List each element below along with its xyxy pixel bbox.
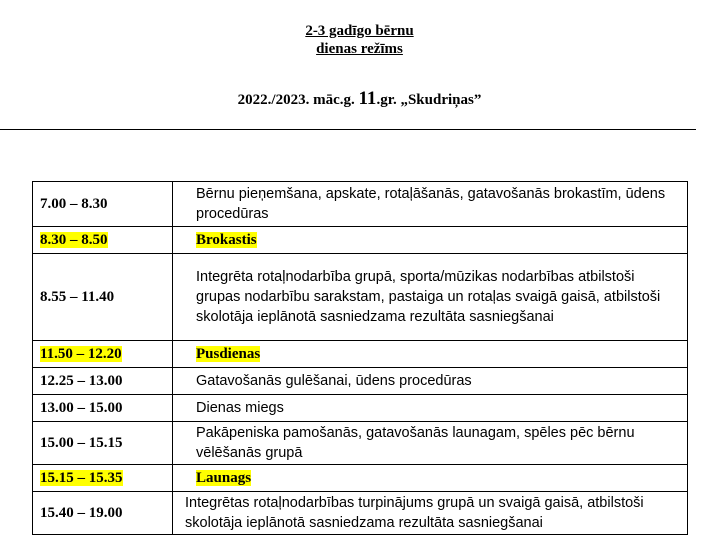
- time-text: 11.50 – 12.20: [40, 346, 122, 362]
- schedule-row: [33, 368, 688, 395]
- time-text: 13.00 – 15.00: [40, 400, 123, 416]
- activity-cell: [173, 341, 688, 368]
- time-cell: [33, 492, 173, 535]
- schedule-table: [32, 181, 688, 535]
- activity-text: Pusdienas: [196, 346, 261, 362]
- activity-text: Bērnu pieņemšana, apskate, rotaļāšanās, gatavošanās brokastīm, ūdens procedūras: [196, 186, 666, 222]
- time-cell: [33, 227, 173, 254]
- schedule-row: [33, 227, 688, 254]
- time-text: 12.25 – 13.00: [40, 373, 123, 389]
- activity-cell: [173, 492, 688, 535]
- time-text: 15.15 – 15.35: [40, 470, 123, 486]
- time-text: 15.00 – 15.15: [40, 435, 123, 451]
- time-text: 7.00 – 8.30: [40, 196, 108, 212]
- schedule-row: [33, 395, 688, 422]
- schedule-row: [33, 465, 688, 492]
- time-text: 8.55 – 11.40: [40, 289, 115, 305]
- time-cell: [33, 182, 173, 227]
- horizontal-rule: [0, 129, 696, 130]
- schedule-row: [33, 254, 688, 341]
- time-cell: [33, 341, 173, 368]
- activity-text: Launags: [196, 470, 252, 486]
- document-subtitle: [0, 88, 719, 110]
- schedule-row: [33, 341, 688, 368]
- activity-text: Brokastis: [196, 232, 257, 248]
- time-cell: [33, 368, 173, 395]
- activity-cell: [173, 182, 688, 227]
- document-title-line2: dienas režīms: [316, 41, 403, 57]
- time-cell: [33, 422, 173, 465]
- activity-text: Pakāpeniska pamošanās, gatavošanās launagam, spēles pēc bērnu vēlēšanās grupā: [196, 425, 635, 461]
- time-text: 15.40 – 19.00: [40, 505, 123, 521]
- activity-cell: [173, 422, 688, 465]
- subtitle-suffix: .gr. „Skudriņas”: [376, 92, 482, 108]
- schedule-row: [33, 422, 688, 465]
- subtitle-group-number: 11: [358, 88, 377, 109]
- activity-cell: [173, 368, 688, 395]
- activity-text: Integrētas rotaļnodarbības turpinājums grupā un svaigā gaisā, atbilstoši skolotāja ieplānotā sasniedzama rezultāta sasniegšanai: [185, 495, 644, 531]
- time-text: 8.30 – 8.50: [40, 232, 108, 248]
- document-title-line1: 2-3 gadīgo bērnu: [305, 23, 414, 39]
- activity-text: Gatavošanās gulēšanai, ūdens procedūras: [196, 373, 472, 389]
- activity-cell: [173, 395, 688, 422]
- schedule-row: [33, 182, 688, 227]
- time-cell: [33, 254, 173, 341]
- activity-text: Integrēta rotaļnodarbība grupā, sporta/mūzikas nodarbības atbilstoši grupas nodarbību sarakstam, pastaiga un rotaļas svaigā gaisā, atbilstoši skolotāja ieplānotā sasniedzama rezultāta sasniegšanai: [196, 269, 661, 325]
- time-cell: [33, 395, 173, 422]
- schedule-row: [33, 492, 688, 535]
- activity-cell: [173, 227, 688, 254]
- activity-text: Dienas miegs: [196, 400, 284, 416]
- activity-cell: [173, 465, 688, 492]
- subtitle-prefix: 2022./2023. māc.g.: [237, 92, 359, 108]
- time-cell: [33, 465, 173, 492]
- activity-cell: [173, 254, 688, 341]
